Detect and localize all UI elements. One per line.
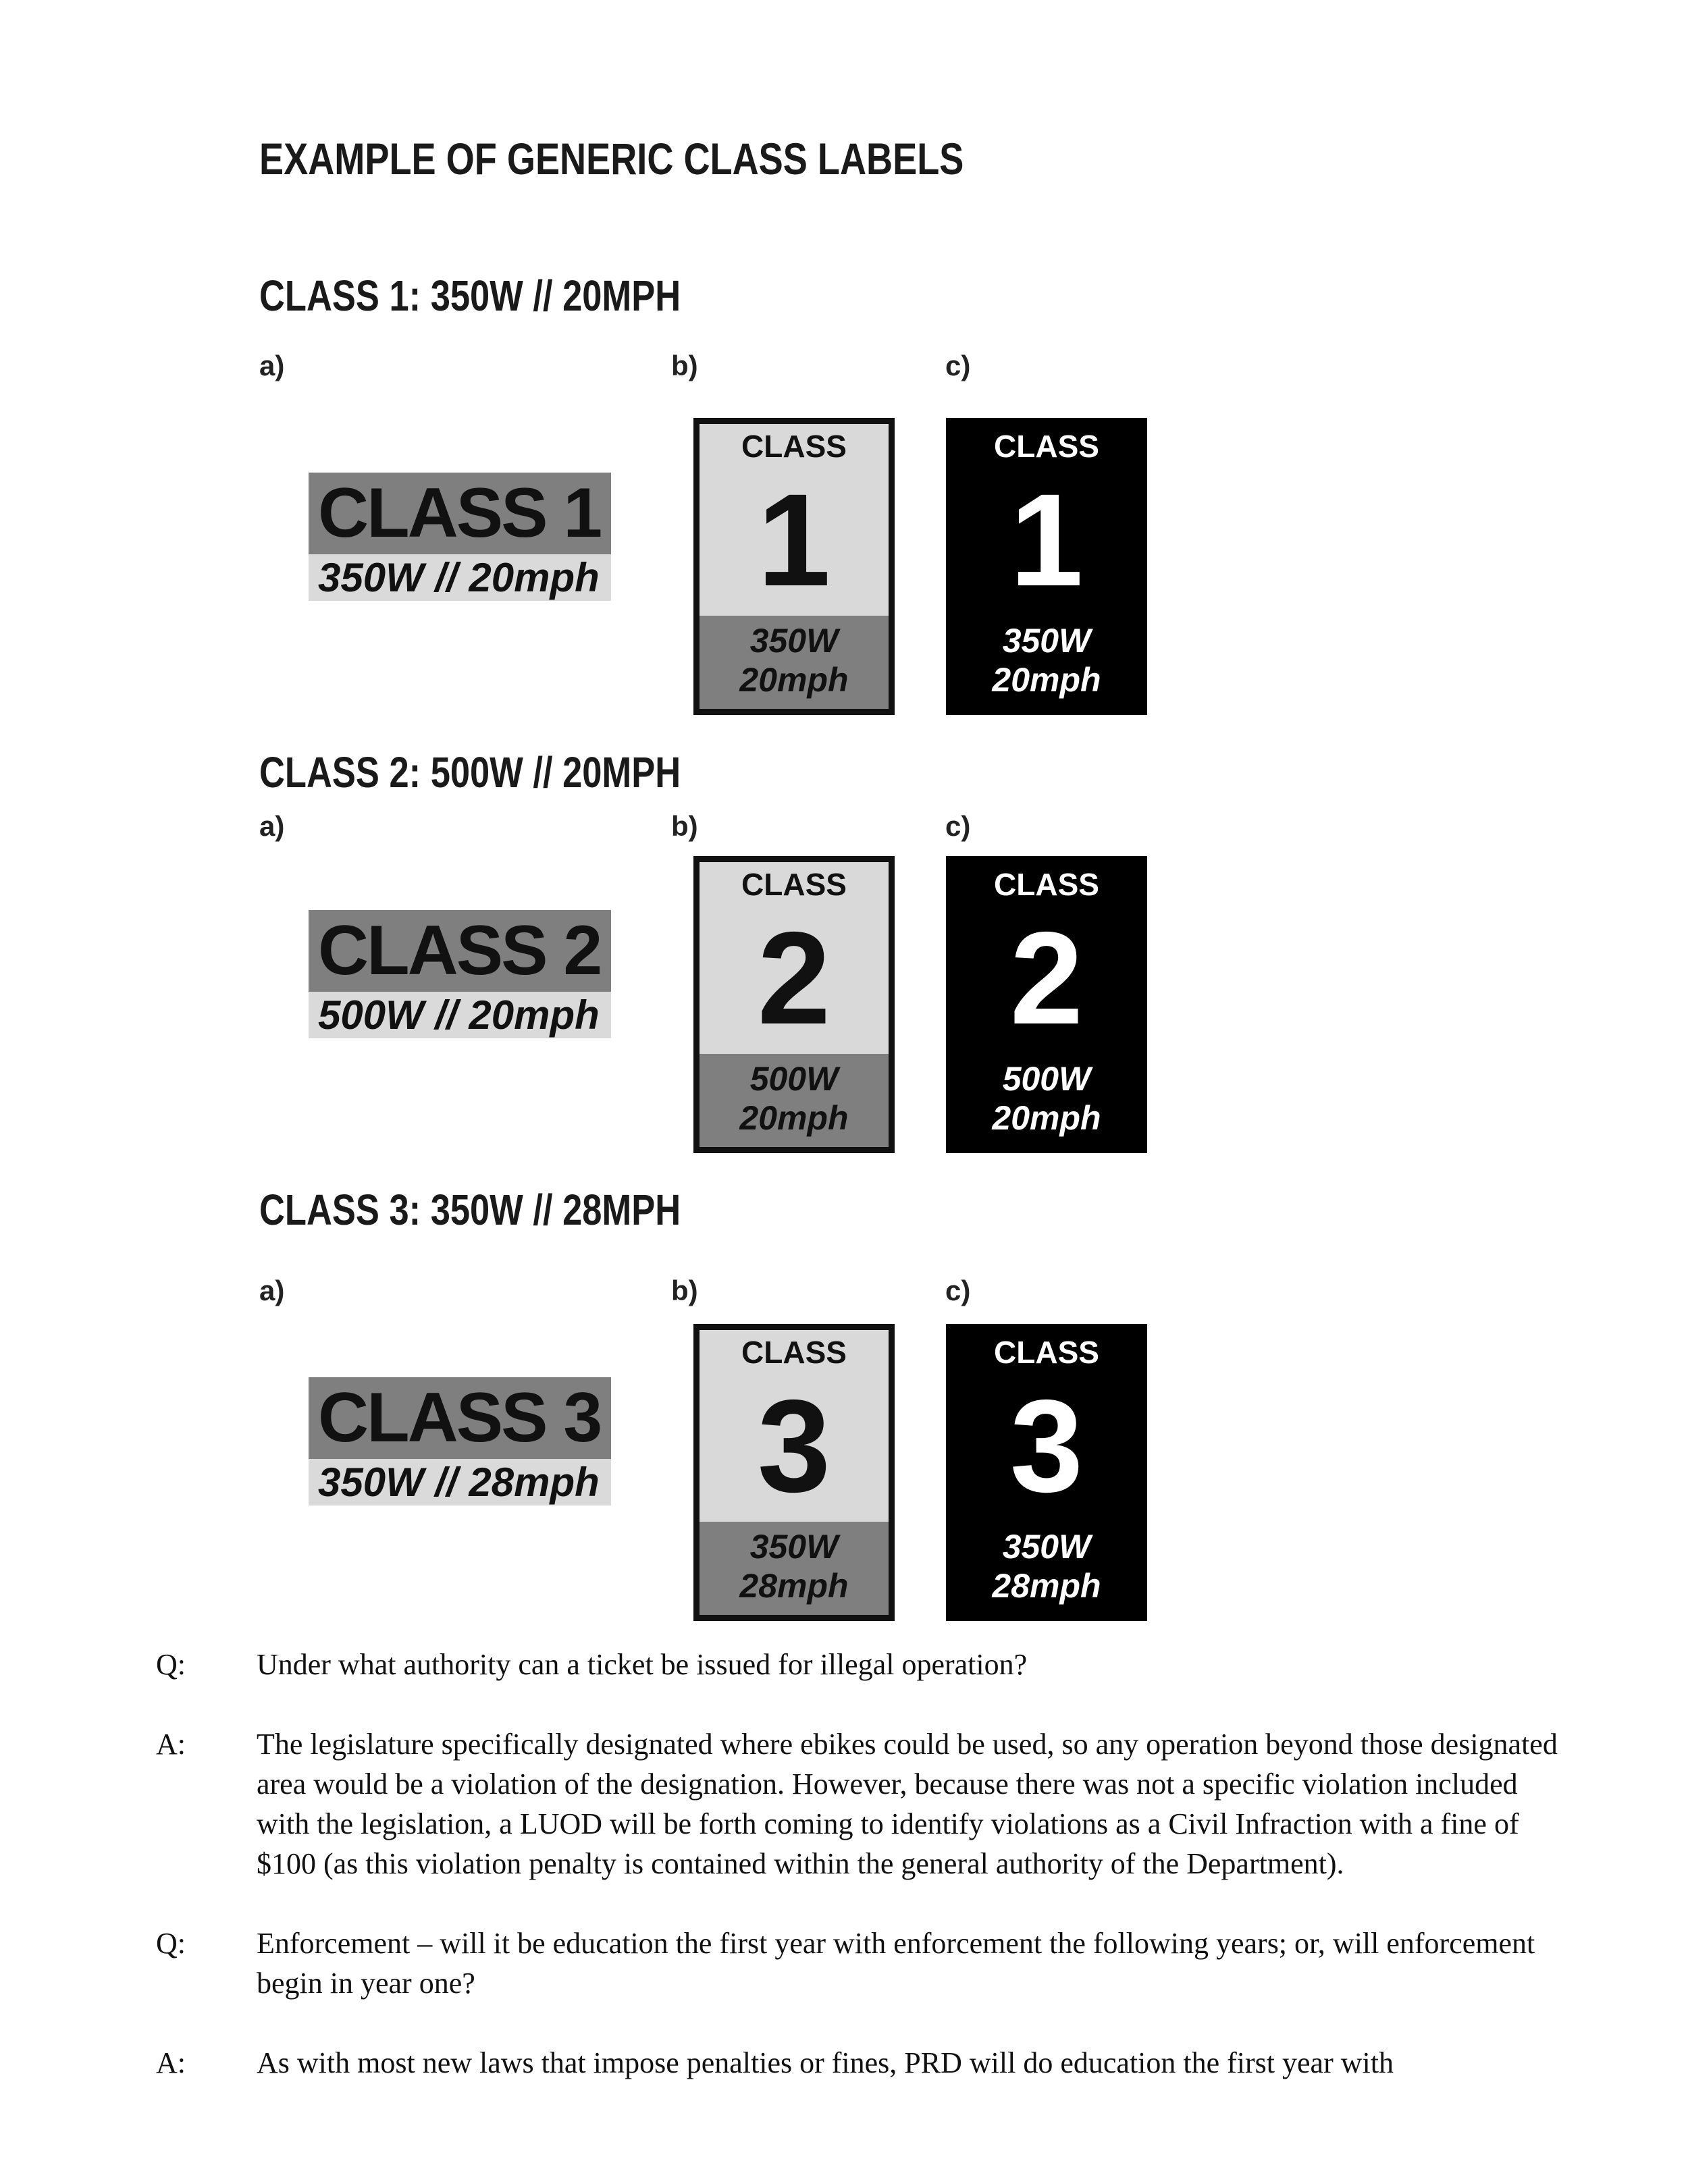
label-spec-text: 500W // 20mph <box>309 992 611 1038</box>
page-title: EXAMPLE OF GENERIC CLASS LABELS <box>259 134 964 184</box>
label-speed: 28mph <box>739 1567 849 1605</box>
class-label-gray <box>693 856 895 1153</box>
label-class-text: CLASS 3 <box>309 1377 611 1459</box>
qa-text: The legislature specifically designated where ebikes could be used, so any operation beyond those designated area would be a violation of the designation. However, because there was not a specific violation included with the legislation, a LUOD will be forth coming to identify violations as a Civil Infraction with a fine of $100 (as this violation penalty is contained within the general authority of the Department). <box>257 1728 1558 1880</box>
qa-entry <box>0 2043 1688 2083</box>
qa-text: Under what authority can a ticket be issued for illegal operation? <box>257 1648 1028 1681</box>
label-class-number: 1 <box>757 467 831 614</box>
label-spec-text: 350W // 20mph <box>309 554 611 601</box>
class-label-horizontal <box>309 910 611 1038</box>
option-c-label: c) <box>945 350 971 381</box>
label-class-word: CLASS <box>994 429 1099 464</box>
class-label-black <box>946 418 1147 715</box>
qa-key: A: <box>156 2046 186 2079</box>
option-a-label: a) <box>259 1275 285 1306</box>
class-label-black <box>946 856 1147 1153</box>
option-c-label: c) <box>945 810 971 842</box>
label-watts: 500W <box>749 1060 839 1098</box>
label-class-number: 3 <box>1009 1373 1084 1520</box>
label-speed: 20mph <box>992 1099 1101 1137</box>
label-class-text: CLASS 1 <box>309 473 611 554</box>
qa-text: Enforcement – will it be education the first year with enforcement the following years; or, will enforcement begin in year one? <box>257 1927 1535 2000</box>
qa-entry <box>0 1724 1688 1884</box>
option-c-label: c) <box>945 1275 971 1306</box>
qa-entry <box>0 1645 1688 1684</box>
label-watts: 350W <box>749 1528 839 1566</box>
label-speed: 20mph <box>992 661 1101 699</box>
label-spec-text: 350W // 28mph <box>309 1459 611 1506</box>
qa-key: Q: <box>156 1648 186 1681</box>
label-speed: 20mph <box>739 661 849 699</box>
qa-entry <box>0 1923 1688 2003</box>
option-a-label: a) <box>259 350 285 381</box>
option-b-label: b) <box>671 810 698 842</box>
class-label-gray <box>693 418 895 715</box>
label-class-word: CLASS <box>994 1335 1099 1370</box>
label-watts: 350W <box>749 622 839 660</box>
qa-list <box>0 1645 1688 2123</box>
label-class-word: CLASS <box>741 1335 847 1370</box>
option-b-label: b) <box>671 1275 698 1306</box>
class-heading: CLASS 2: 500W // 20MPH <box>259 748 681 797</box>
label-class-number: 1 <box>1009 467 1084 614</box>
label-speed: 28mph <box>992 1567 1101 1605</box>
qa-key: Q: <box>156 1927 186 1960</box>
qa-key: A: <box>156 1728 186 1761</box>
class-heading: CLASS 1: 350W // 20MPH <box>259 271 681 320</box>
option-b-label: b) <box>671 350 698 381</box>
label-class-number: 3 <box>757 1373 831 1520</box>
label-class-number: 2 <box>757 905 831 1052</box>
option-a-label: a) <box>259 810 285 842</box>
class-heading: CLASS 3: 350W // 28MPH <box>259 1186 681 1234</box>
label-class-word: CLASS <box>994 867 1099 902</box>
label-class-text: CLASS 2 <box>309 910 611 992</box>
label-watts: 350W <box>1002 622 1091 660</box>
label-class-word: CLASS <box>741 429 847 464</box>
label-speed: 20mph <box>739 1099 849 1137</box>
class-label-black <box>946 1324 1147 1621</box>
class-label-horizontal <box>309 473 611 601</box>
qa-text: As with most new laws that impose penalties or fines, PRD will do education the first year with <box>257 2046 1394 2079</box>
label-class-number: 2 <box>1009 905 1084 1052</box>
class-label-gray <box>693 1324 895 1621</box>
label-watts: 350W <box>1002 1528 1091 1566</box>
label-watts: 500W <box>1002 1060 1091 1098</box>
label-class-word: CLASS <box>741 867 847 902</box>
class-label-horizontal <box>309 1377 611 1506</box>
